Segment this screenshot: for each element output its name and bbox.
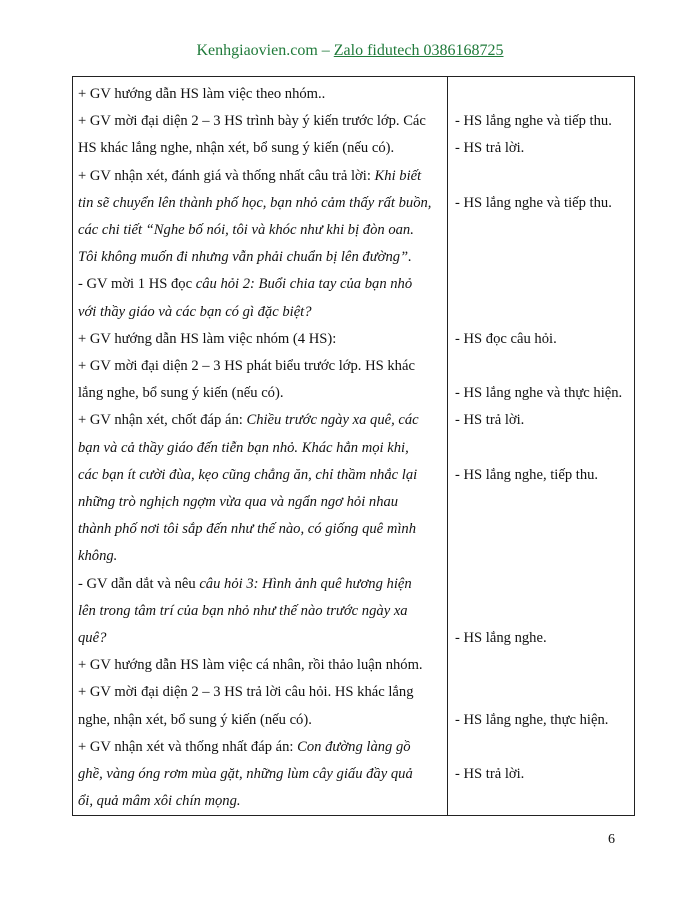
teacher-line	[78, 462, 442, 489]
teacher-line	[78, 108, 442, 135]
teacher-line	[78, 299, 442, 326]
lesson-table	[72, 76, 635, 816]
teacher-line	[78, 543, 442, 570]
student-line	[453, 571, 629, 598]
teacher-line-italic: quê?	[78, 630, 107, 647]
teacher-line-text: - GV dẫn dắt và nêu	[78, 575, 200, 592]
student-line: - HS đọc câu hỏi.	[455, 330, 557, 347]
student-line: - HS lắng nghe và tiếp thu.	[455, 194, 612, 211]
teacher-line	[78, 516, 442, 543]
teacher-line	[78, 407, 442, 434]
header-separator: –	[317, 42, 334, 59]
student-line	[453, 353, 629, 380]
student-line: - HS trả lời.	[455, 766, 525, 783]
student-line	[453, 598, 629, 625]
teacher-line-italic: câu hỏi 3: Hình ảnh quê hương hiện	[199, 575, 412, 592]
teacher-line	[78, 135, 442, 162]
teacher-line-italic: Con đường làng gồ	[297, 738, 411, 755]
student-line	[453, 516, 629, 543]
student-line: - HS lắng nghe và tiếp thu.	[455, 113, 612, 130]
teacher-line-text: + GV hướng dẫn HS làm việc cá nhân, rồi thảo luận nhóm.	[78, 657, 423, 674]
student-line	[453, 299, 629, 326]
teacher-line	[78, 788, 442, 815]
teacher-line-italic: các chi tiết “Nghe bố nói, tôi và khóc như khi bị đòn oan.	[78, 222, 414, 239]
student-line	[453, 652, 629, 679]
teacher-line	[78, 380, 442, 407]
student-line: - HS lắng nghe, thực hiện.	[455, 711, 609, 728]
teacher-line	[78, 625, 442, 652]
teacher-line	[78, 353, 442, 380]
student-activity-column	[448, 77, 635, 816]
teacher-line-italic: thành phố nơi tôi sắp đến như thế nào, có giống quê mình	[78, 521, 417, 538]
teacher-line-text: + GV nhận xét, đánh giá và thống nhất câu trả lời:	[78, 167, 375, 184]
teacher-line	[78, 489, 442, 516]
student-line: - HS trả lời.	[455, 412, 525, 429]
teacher-line-italic: bạn và cả thầy giáo đến tiễn bạn nhỏ. Khác hẳn mọi khi,	[78, 439, 409, 456]
teacher-line-text: + GV nhận xét và thống nhất đáp án:	[78, 738, 298, 755]
teacher-line-text: - GV mời 1 HS đọc	[78, 276, 196, 293]
table-row	[73, 77, 635, 816]
teacher-line-italic: các bạn ít cười đùa, kẹo cũng chẳng ăn, chỉ thầm nhắc lại	[78, 466, 418, 483]
teacher-line	[78, 734, 442, 761]
site-name[interactable]: Kenhgiaovien.com	[196, 42, 318, 59]
teacher-line	[78, 190, 442, 217]
teacher-line-italic: không.	[78, 548, 118, 565]
teacher-line	[78, 761, 442, 788]
student-line	[453, 163, 629, 190]
page-number: 6	[608, 832, 615, 847]
student-line	[453, 81, 629, 108]
teacher-line	[78, 652, 442, 679]
teacher-line	[78, 326, 442, 353]
teacher-line-text: HS khác lắng nghe, nhận xét, bổ sung ý kiến (nếu có).	[78, 140, 395, 157]
student-line: - HS lắng nghe, tiếp thu.	[455, 466, 599, 483]
teacher-line-text: + GV mời đại diện 2 – 3 HS phát biểu trước lớp. HS khác	[78, 358, 415, 375]
teacher-line-italic: ghề, vàng óng rơm mùa gặt, những lùm cây giấu đầy quả	[78, 766, 413, 783]
teacher-line-text: + GV hướng dẫn HS làm việc theo nhóm..	[78, 86, 326, 102]
student-line	[453, 435, 629, 462]
teacher-line-italic: Khi biết	[374, 167, 422, 184]
student-line	[453, 543, 629, 570]
student-line	[453, 788, 629, 815]
teacher-line	[78, 163, 442, 190]
teacher-line-italic: lên trong tâm trí của bạn nhỏ như thế nào trước ngày xa	[78, 602, 408, 619]
teacher-line-italic: tin sẽ chuyển lên thành phố học, bạn nhỏ cảm thấy rất buồn,	[78, 194, 432, 211]
teacher-line	[78, 217, 442, 244]
teacher-line	[78, 271, 442, 298]
teacher-line-italic: với thầy giáo và các bạn có gì đặc biệt?	[78, 303, 312, 320]
teacher-line	[78, 81, 442, 108]
page-header	[0, 42, 700, 60]
teacher-line-text: + GV hướng dẫn HS làm việc nhóm (4 HS):	[78, 330, 337, 347]
student-line: - HS lắng nghe.	[455, 630, 547, 647]
teacher-line	[78, 571, 442, 598]
student-line	[453, 244, 629, 271]
teacher-line-italic: Tôi không muốn đi nhưng vẫn phải chuẩn bị lên đường”.	[78, 249, 412, 266]
teacher-line-text: + GV mời đại diện 2 – 3 HS trình bày ý kiến trước lớp. Các	[78, 113, 426, 130]
teacher-line-italic: câu hỏi 2: Buổi chia tay của bạn nhỏ	[195, 276, 413, 293]
student-line	[453, 217, 629, 244]
teacher-line	[78, 707, 442, 734]
zalo-link[interactable]: Zalo fidutech 0386168725	[333, 42, 504, 59]
student-line	[453, 734, 629, 761]
student-line: - HS lắng nghe và thực hiện.	[455, 385, 623, 402]
teacher-line-text: nghe, nhận xét, bổ sung ý kiến (nếu có).	[78, 711, 312, 728]
teacher-line	[78, 598, 442, 625]
student-line: - HS trả lời.	[455, 140, 525, 157]
teacher-line-italic: những trò nghịch ngợm vừa qua và ngẩn ngơ hỏi nhau	[78, 494, 399, 511]
teacher-line-italic: ổi, quả mâm xôi chín mọng.	[78, 793, 241, 810]
teacher-activity-column	[73, 77, 448, 816]
student-line	[453, 271, 629, 298]
teacher-line	[78, 244, 442, 271]
teacher-line	[78, 679, 442, 706]
teacher-line	[78, 435, 442, 462]
student-line	[453, 489, 629, 516]
teacher-line-text: lắng nghe, bổ sung ý kiến (nếu có).	[78, 385, 284, 402]
teacher-line-text: + GV nhận xét, chốt đáp án:	[78, 412, 247, 429]
student-line	[453, 679, 629, 706]
teacher-line-text: + GV mời đại diện 2 – 3 HS trả lời câu hỏi. HS khác lắng	[78, 684, 414, 701]
teacher-line-italic: Chiều trước ngày xa quê, các	[246, 412, 419, 429]
